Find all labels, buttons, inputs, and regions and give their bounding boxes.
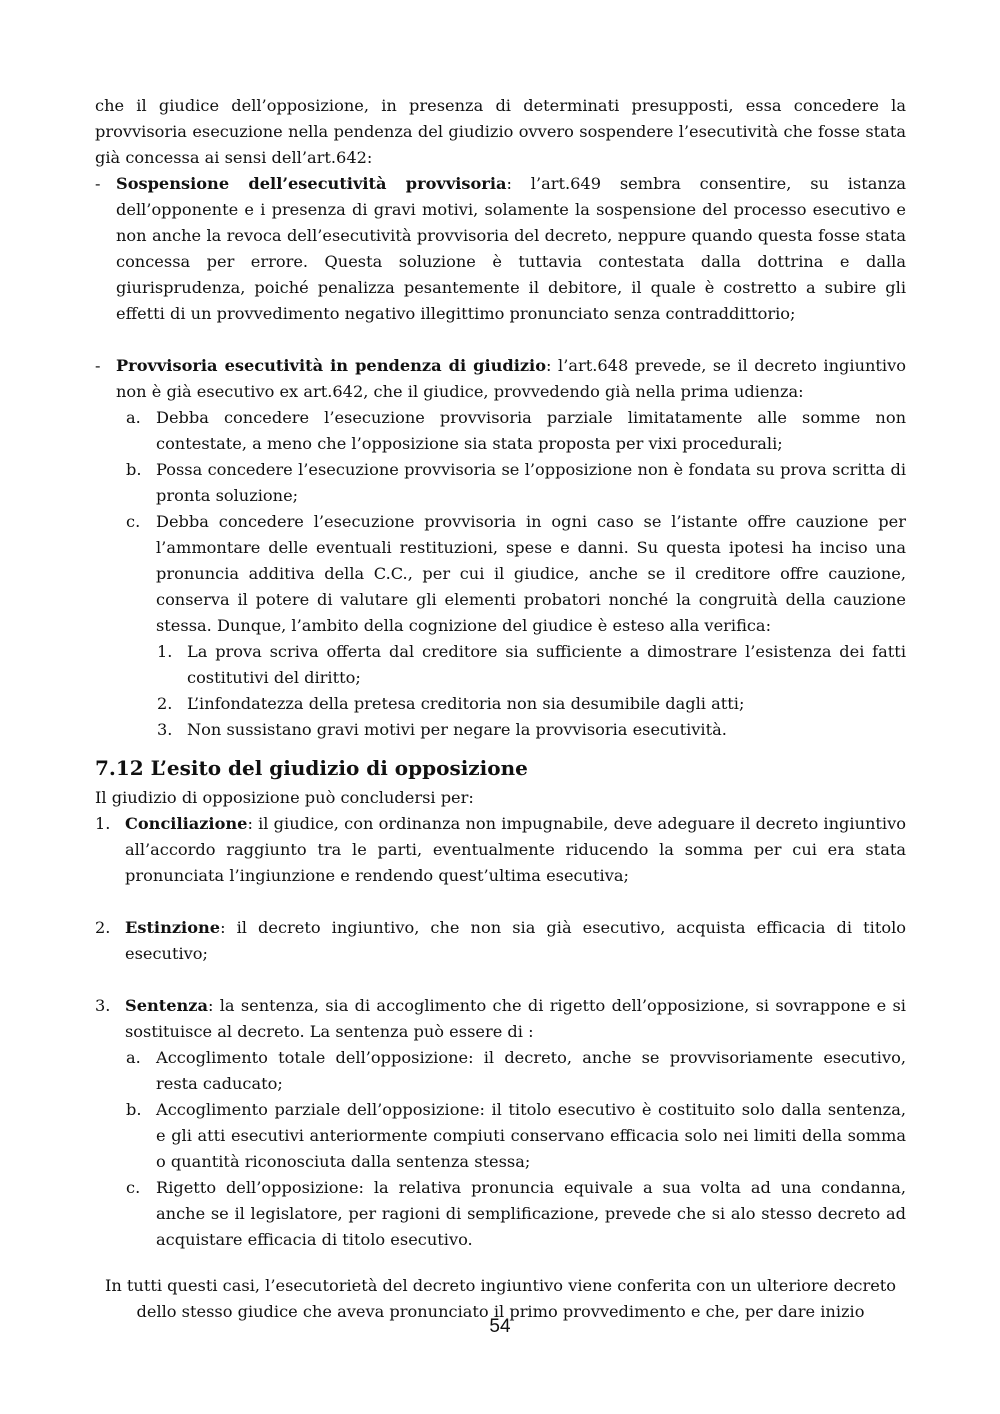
- bullet-title: Provvisoria esecutività in pendenza di giudizio: [116, 356, 546, 375]
- bullet-marker: -: [95, 174, 101, 193]
- list-item: [126, 457, 906, 509]
- outcome-estinzione: [95, 915, 906, 967]
- closing-paragraph: In tutti questi casi, l’esecutorietà del decreto ingiuntivo viene conferita con un ulteriore decreto dello stesso giudice che aveva pronunciato il primo provvedimento e che, per dare inizio: [104, 1276, 897, 1321]
- list-item-text: [125, 993, 906, 1045]
- item-title: Estinzione: [125, 918, 221, 937]
- list-item-text: Non sussistano gravi motivi per negare la provvisoria esecutività.: [187, 720, 727, 739]
- spacer: [95, 327, 906, 353]
- section-lead: Il giudizio di opposizione può concludersi per:: [95, 788, 474, 807]
- bullet-title: Sospensione dell’esecutività provvisoria: [116, 174, 507, 193]
- list-marker: a.: [126, 1048, 141, 1067]
- bullet-text: : l’art.648 prevede, se il decreto ingiuntivo non è già esecutivo ex art.642, che il giudice, provvedendo già nella prima udienza:: [116, 356, 906, 401]
- list-marker: 1.: [95, 814, 111, 833]
- list-marker: 3.: [157, 720, 173, 739]
- lettered-list: [126, 405, 906, 743]
- list-item-text: Debba concedere l’esecuzione provvisoria parziale limitatamente alle somme non contestate, a meno che l’opposizione sia stata proposta per vixi procedurali;: [156, 408, 906, 453]
- outcome-conciliazione: [95, 811, 906, 889]
- bullet-paragraph: [116, 171, 906, 327]
- list-marker: 2.: [95, 918, 111, 937]
- list-marker: 3.: [95, 996, 111, 1015]
- list-item-text: Accoglimento totale dell’opposizione: il decreto, anche se provvisoriamente esecutivo, resta caducato;: [156, 1048, 906, 1093]
- list-item: [126, 1045, 906, 1097]
- list-item-text: L’infondatezza della pretesa creditoria non sia desumibile dagli atti;: [187, 694, 745, 713]
- list-item: [126, 509, 906, 639]
- list-item-text: [125, 811, 906, 889]
- intro-paragraph: che il giudice dell’opposizione, in presenza di determinati presupposti, essa concedere la provvisoria esecuzione nella pendenza del giudizio ovvero sospendere l’esecutività che fosse stata già concessa ai sensi dell’art.642:: [95, 96, 906, 167]
- bullet-marker: -: [95, 356, 101, 375]
- list-item: [126, 1097, 906, 1175]
- bullet-text: : l’art.649 sembra consentire, su istanza dell’opponente e i presenza di gravi motivi, solamente la sospensione del processo esecutivo e non anche la revoca dell’esecutività provvisoria del decreto, neppure quando questa fosse stata concessa per errore. Questa soluzione è tuttavia contestata dalla dottrina e dalla giurisprudenza, poiché penalizza pesantemente il debitore, il quale è costretto a subire gli effetti di un provvedimento negativo illegittimo pronunciato senza contraddittorio;: [116, 174, 907, 323]
- page-content: [95, 93, 906, 1325]
- bullet-paragraph: [116, 353, 906, 405]
- list-item: [157, 639, 906, 691]
- numbered-sublist: [157, 639, 906, 743]
- sentenza-list: [126, 1045, 906, 1253]
- list-item-text: Rigetto dell’opposizione: la relativa pronuncia equivale a sua volta ad una condanna, anche se il legislatore, per ragioni di semplificazione, prevede che si alo stesso decreto ad acquistare efficacia di titolo esecutivo.: [156, 1178, 906, 1249]
- list-marker: c.: [126, 1178, 141, 1197]
- spacer: [95, 967, 906, 993]
- list-item: [157, 717, 906, 743]
- list-item-text: Possa concedere l’esecuzione provvisoria se l’opposizione non è fondata su prova scritta di pronta soluzione;: [156, 460, 906, 505]
- item-text: : la sentenza, sia di accoglimento che di rigetto dell’opposizione, si sovrappone e si sostituisce al decreto. La sentenza può essere di :: [125, 996, 906, 1041]
- spacer: [95, 889, 906, 915]
- list-item-text: La prova scriva offerta dal creditore sia sufficiente a dimostrare l’esistenza dei fatti costitutivi del diritto;: [187, 642, 906, 687]
- list-item: [126, 1175, 906, 1253]
- list-marker: b.: [126, 1100, 142, 1119]
- list-item-text: [125, 915, 906, 967]
- item-title: Sentenza: [125, 996, 208, 1015]
- section-heading: 7.12 L’esito del giudizio di opposizione: [95, 756, 528, 780]
- list-item: [157, 691, 906, 717]
- list-marker: 1.: [157, 642, 173, 661]
- item-text: : il decreto ingiuntivo, che non sia già esecutivo, acquista efficacia di titolo esecutivo;: [125, 918, 906, 963]
- list-marker: a.: [126, 408, 141, 427]
- bullet-provvisoria: [95, 353, 906, 405]
- page-number: 54: [489, 1316, 511, 1337]
- list-item: [126, 405, 906, 457]
- item-title: Conciliazione: [125, 814, 248, 833]
- list-item-text: Accoglimento parziale dell’opposizione: il titolo esecutivo è costituito solo dalla sentenza, e gli atti esecutivi anteriormente compiuti conservano efficacia solo nei limiti della somma o quantità riconosciuta dalla sentenza stessa;: [156, 1100, 906, 1171]
- list-item-text: Debba concedere l’esecuzione provvisoria in ogni caso se l’istante offre cauzione per l’ammontare delle eventuali restituzioni, spese e danni. Su questa ipotesi ha inciso una pronuncia additiva della C.C., per cui il giudice, anche se il creditore offre cauzione, conserva il potere di valutare gli elementi probatori nonché la congruità della cauzione stessa. Dunque, l’ambito della cognizione del giudice è esteso alla verifica:: [156, 512, 906, 635]
- list-marker: c.: [126, 512, 141, 531]
- list-marker: b.: [126, 460, 142, 479]
- item-text: : il giudice, con ordinanza non impugnabile, deve adeguare il decreto ingiuntivo all’accordo raggiunto tra le parti, eventualmente riducendo la somma per cui era stata pronunciata l’ingiunzione e rendendo quest’ultima esecutiva;: [125, 814, 906, 885]
- bullet-sospensione: [95, 171, 906, 327]
- list-marker: 2.: [157, 694, 173, 713]
- outcome-sentenza: [95, 993, 906, 1045]
